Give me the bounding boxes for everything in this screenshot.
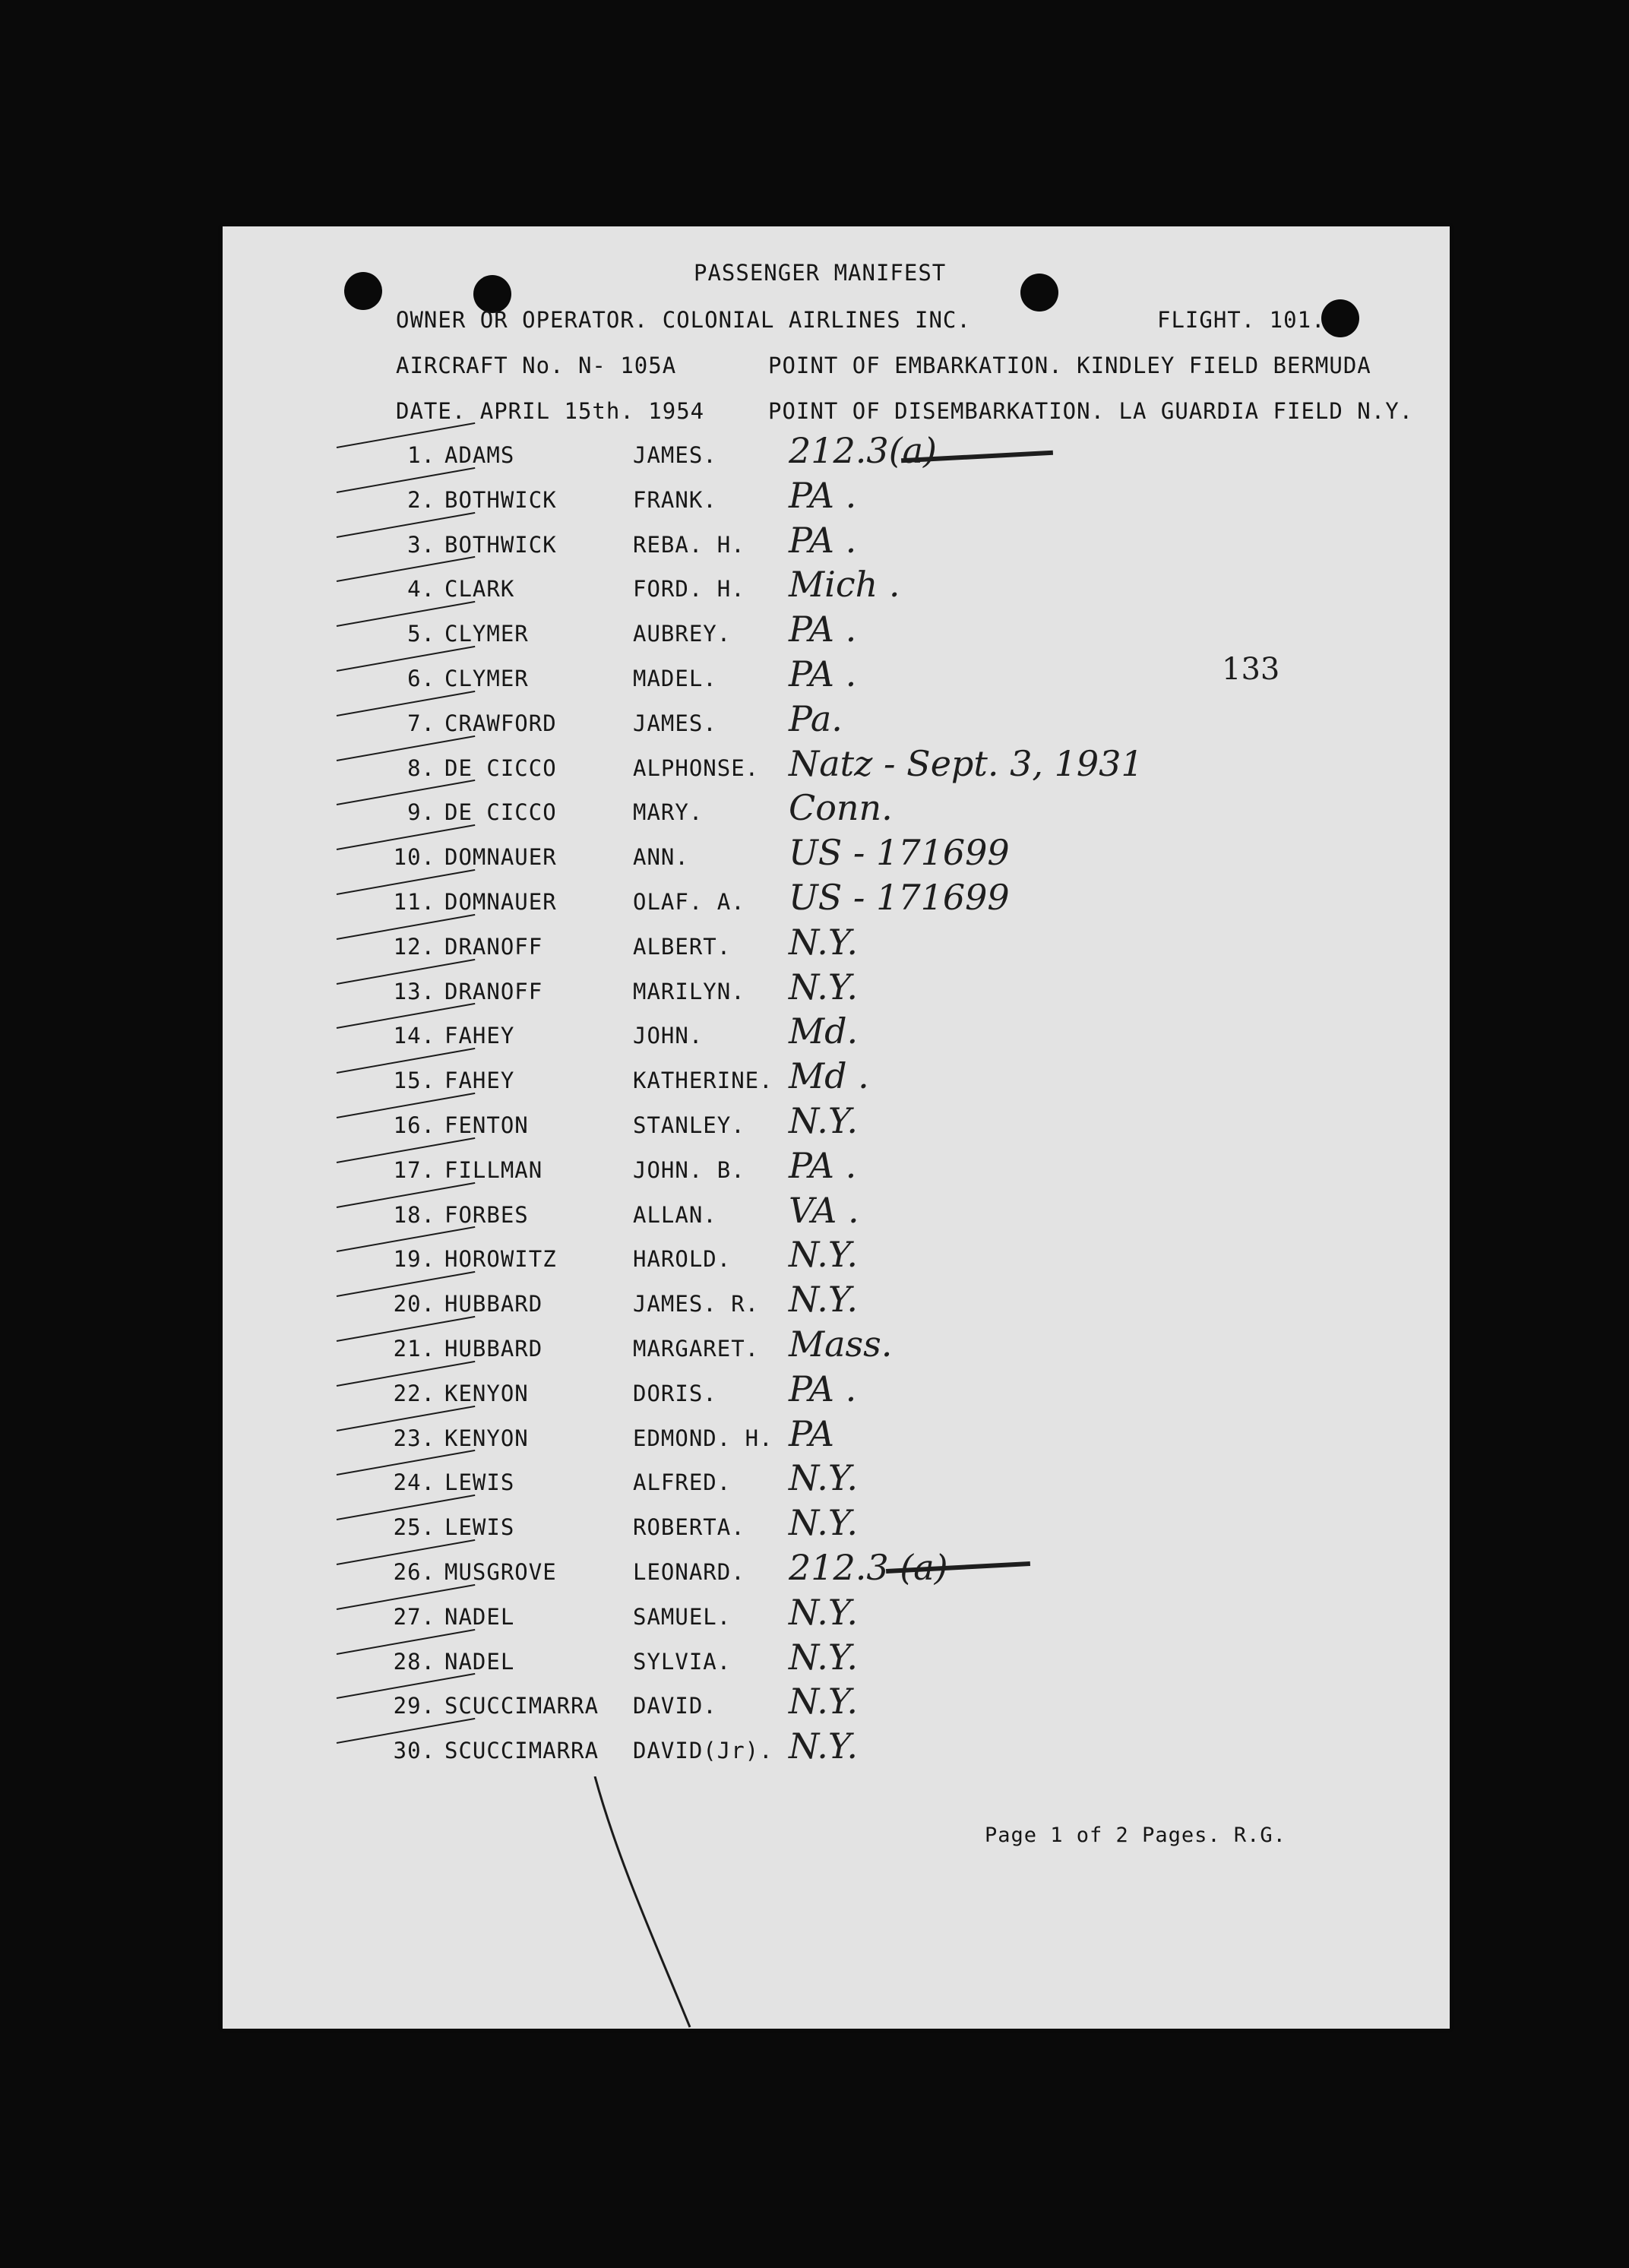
margin-number: 133 [1222,652,1280,687]
passenger-given-name: SYLVIA. [633,1649,732,1675]
passenger-given-name: HAROLD. [633,1246,732,1272]
passenger-given-name: ANN. [633,844,689,870]
passenger-surname: HOROWITZ [444,1246,557,1272]
punch-hole-right [1321,299,1359,337]
passenger-surname: CLYMER [444,621,529,647]
embarkation-line: POINT OF EMBARKATION. KINDLEY FIELD BERMUDA [768,353,1371,378]
handwritten-annotation: N.Y. [789,1592,858,1633]
handwritten-annotation: US - 171699 [789,832,1010,873]
passenger-number: 27. [393,1604,435,1630]
date-line: DATE. APRIL 15th. 1954 [396,398,705,424]
passenger-number: 9. [407,799,435,825]
passenger-surname: SCUCCIMARRA [444,1693,599,1719]
passenger-surname: KENYON [444,1381,529,1406]
handwritten-annotation: PA . [789,1368,857,1409]
passenger-surname: DRANOFF [444,934,543,960]
passenger-given-name: EDMOND. H. [633,1425,773,1451]
passenger-given-name: ALPHONSE. [633,755,760,781]
passenger-number: 19. [393,1246,435,1272]
manifest-page [223,226,1450,2029]
passenger-number: 2. [407,487,435,513]
passenger-surname: FORBES [444,1202,529,1228]
passenger-row [223,1368,1450,1419]
passenger-number: 11. [393,889,435,915]
passenger-given-name: MARY. [633,799,704,825]
passenger-number: 28. [393,1649,435,1675]
manifest-title: PASSENGER MANIFEST [694,260,947,286]
passenger-surname: CRAWFORD [444,710,557,736]
handwritten-annotation: N.Y. [789,1502,858,1543]
handwritten-annotation: PA . [789,1145,857,1186]
passenger-number: 20. [393,1291,435,1317]
passenger-surname: DOMNAUER [444,889,557,915]
passenger-number: 23. [393,1425,435,1451]
passenger-number: 29. [393,1693,435,1719]
passenger-row [223,1726,1450,1776]
passenger-given-name: AUBREY. [633,621,732,647]
passenger-surname: HUBBARD [444,1336,543,1362]
passenger-number: 12. [393,934,435,960]
passenger-surname: DE CICCO [444,755,557,781]
passenger-given-name: REBA. H. [633,532,745,558]
passenger-number: 8. [407,755,435,781]
handwritten-annotation: PA . [789,520,857,561]
handwritten-annotation: N.Y. [789,1100,858,1141]
punch-hole-center-right [1020,274,1058,312]
passenger-surname: NADEL [444,1604,515,1630]
passenger-given-name: JOHN. B. [633,1157,745,1183]
passenger-number: 7. [407,710,435,736]
handwritten-annotation: US - 171699 [789,877,1010,918]
passenger-surname: FILLMAN [444,1157,543,1183]
handwritten-annotation: PA . [789,609,857,650]
punch-hole-left [344,272,382,310]
passenger-number: 30. [393,1738,435,1763]
passenger-number: 15. [393,1068,435,1093]
passenger-number: 3. [407,532,435,558]
passenger-surname: CLARK [444,576,515,602]
flight-number: FLIGHT. 101. [1157,307,1326,333]
passenger-given-name: ALFRED. [633,1469,732,1495]
handwritten-annotation: PA . [789,475,857,516]
handwritten-annotation: N.Y. [789,1681,858,1722]
passenger-given-name: JOHN. [633,1023,704,1049]
handwritten-annotation: PA . [789,653,857,694]
owner-line: OWNER OR OPERATOR. COLONIAL AIRLINES INC. [396,307,971,333]
handwritten-annotation: N.Y. [789,922,858,963]
aircraft-line: AIRCRAFT No. N- 105A [396,353,677,378]
passenger-number: 26. [393,1559,435,1585]
passenger-given-name: SAMUEL. [633,1604,732,1630]
passenger-given-name: MADEL. [633,666,717,691]
handwritten-annotation: PA [789,1413,834,1454]
passenger-surname: ADAMS [444,442,515,468]
passenger-surname: MUSGROVE [444,1559,557,1585]
handwritten-annotation: Conn. [789,787,893,828]
handwritten-annotation: N.Y. [789,1726,858,1767]
handwritten-annotation: Md. [789,1011,859,1052]
passenger-surname: CLYMER [444,666,529,691]
passenger-given-name: MARGARET. [633,1336,760,1362]
handwritten-annotation: N.Y. [789,1234,858,1275]
passenger-number: 16. [393,1112,435,1138]
passenger-number: 14. [393,1023,435,1049]
passenger-given-name: FRANK. [633,487,717,513]
passenger-surname: FAHEY [444,1023,515,1049]
handwritten-annotation: 212.3(a) [789,430,938,471]
passenger-surname: SCUCCIMARRA [444,1738,599,1763]
passenger-number: 5. [407,621,435,647]
passenger-number: 22. [393,1381,435,1406]
passenger-surname: NADEL [444,1649,515,1675]
passenger-number: 13. [393,979,435,1004]
handwritten-annotation: Pa. [789,698,843,739]
passenger-surname: FENTON [444,1112,529,1138]
passenger-given-name: JAMES. [633,710,717,736]
handwritten-annotation: VA . [789,1190,859,1231]
handwritten-annotation: 212.3 (a) [789,1547,948,1588]
handwritten-annotation: N.Y. [789,966,858,1007]
handwritten-annotation: Md . [789,1055,869,1096]
passenger-number: 6. [407,666,435,691]
passenger-given-name: STANLEY. [633,1112,745,1138]
passenger-surname: FAHEY [444,1068,515,1093]
passenger-given-name: DAVID(Jr). [633,1738,773,1763]
passenger-given-name: ALBERT. [633,934,732,960]
passenger-given-name: DAVID. [633,1693,717,1719]
passenger-surname: BOTHWICK [444,487,557,513]
passenger-given-name: ROBERTA. [633,1514,745,1540]
passenger-surname: DOMNAUER [444,844,557,870]
handwritten-annotation: N.Y. [789,1637,858,1678]
passenger-number: 10. [393,844,435,870]
handwritten-annotation: Mich . [789,564,900,605]
passenger-surname: DE CICCO [444,799,557,825]
passenger-given-name: DORIS. [633,1381,717,1406]
passenger-number: 18. [393,1202,435,1228]
passenger-surname: LEWIS [444,1514,515,1540]
passenger-number: 1. [407,442,435,468]
passenger-number: 17. [393,1157,435,1183]
passenger-given-name: JAMES. [633,442,717,468]
passenger-number: 21. [393,1336,435,1362]
passenger-given-name: OLAF. A. [633,889,745,915]
passenger-given-name: LEONARD. [633,1559,745,1585]
passenger-number: 4. [407,576,435,602]
page-footer: Page 1 of 2 Pages. R.G. [985,1824,1286,1847]
passenger-given-name: KATHERINE. [633,1068,773,1093]
handwritten-annotation: Natz - Sept. 3, 1931 [789,743,1143,784]
passenger-number: 24. [393,1469,435,1495]
passenger-surname: BOTHWICK [444,532,557,558]
disembarkation-line: POINT OF DISEMBARKATION. LA GUARDIA FIELD N.Y. [768,398,1414,424]
pen-stroke [587,1776,739,2035]
handwritten-annotation: Mass. [789,1324,893,1365]
handwritten-annotation: N.Y. [789,1457,858,1498]
passenger-given-name: JAMES. R. [633,1291,760,1317]
passenger-number: 25. [393,1514,435,1540]
passenger-given-name: FORD. H. [633,576,745,602]
passenger-surname: KENYON [444,1425,529,1451]
passenger-given-name: ALLAN. [633,1202,717,1228]
passenger-surname: HUBBARD [444,1291,543,1317]
passenger-surname: LEWIS [444,1469,515,1495]
passenger-surname: DRANOFF [444,979,543,1004]
passenger-given-name: MARILYN. [633,979,745,1004]
handwritten-annotation: N.Y. [789,1279,858,1320]
